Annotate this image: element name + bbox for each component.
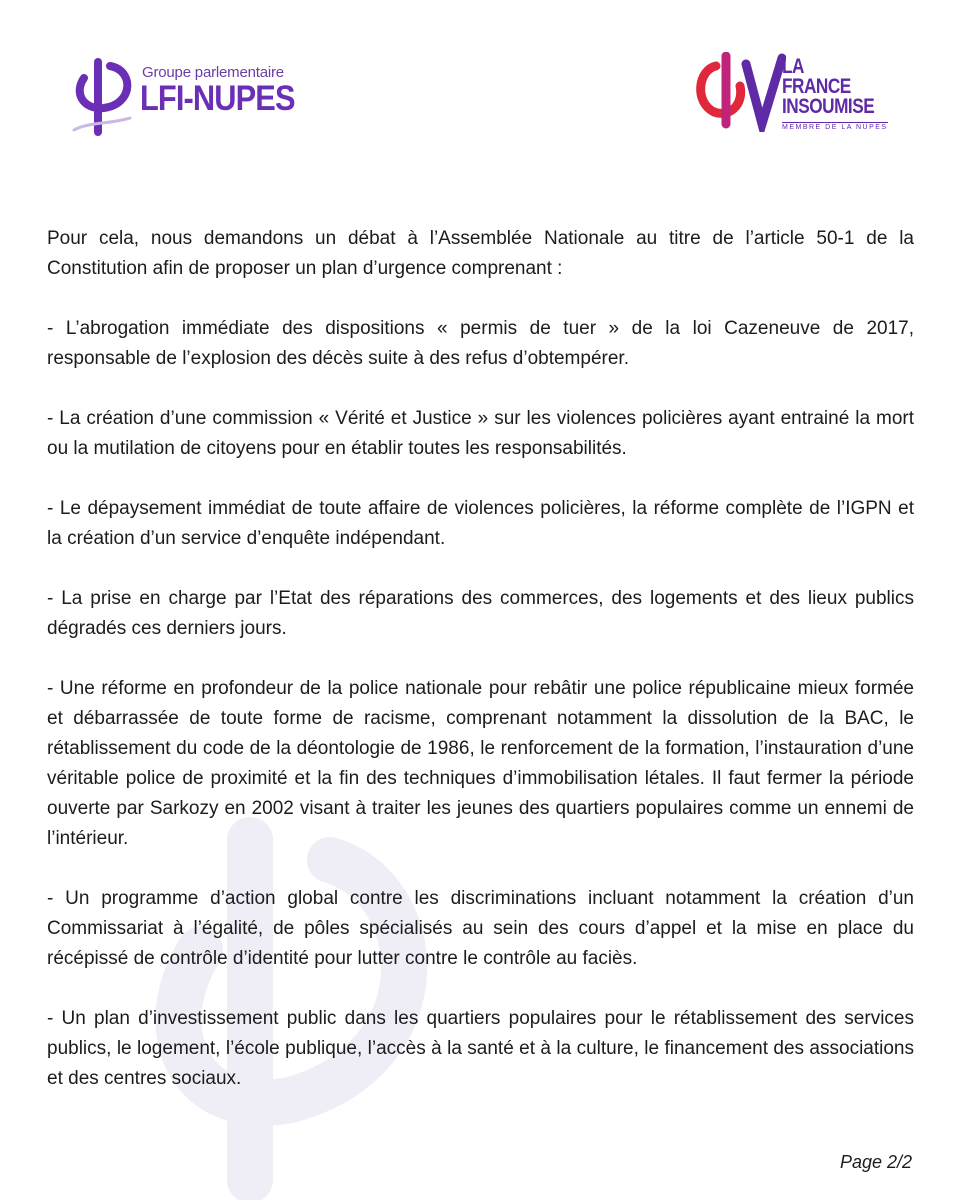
- demand-paragraph: - Le dépaysement immédiat de toute affaire de violences policières, la réforme complète de l’IGPN et la création d’un service d’enquête indépendant.: [47, 498, 914, 549]
- intro-paragraph: Pour cela, nous demandons un débat à l’Assemblée Nationale au titre de l’article 50-1 de la Constitution afin de proposer un plan d’urgence comprenant :: [47, 228, 914, 279]
- wordmark-line-2: FRANCE: [782, 75, 851, 98]
- lfi-nupes-logo: [68, 52, 298, 142]
- demand-paragraph: - La création d’une commission « Vérité et Justice » sur les violences policières ayant entrainé la mort ou la mutilation de citoyens pour en établir toutes les responsabilités.: [47, 408, 914, 459]
- demand-paragraph: - Un programme d’action global contre les discriminations incluant notamment la création d’un Commissariat à l’égalité, de pôles spécialisés au sein des cours d’appel et la mise en place du récépissé de contrôle d’identité pour lutter contre le contrôle au faciès.: [47, 888, 914, 969]
- logo-subtitle: Groupe parlementaire: [142, 64, 284, 81]
- lfi-wordmark: [782, 57, 874, 117]
- la-france-insoumise-logo: [690, 52, 900, 142]
- wordmark-line-1: LA: [782, 55, 804, 78]
- phi-logo-icon: [68, 52, 138, 140]
- wordmark-line-3: INSOUMISE: [782, 95, 875, 118]
- nupes-tagline: MEMBRE DE LA NUPES: [782, 124, 888, 131]
- demand-paragraph: - La prise en charge par l’Etat des réparations des commerces, des logements et des lieux publics dégradés ces derniers jours.: [47, 588, 914, 639]
- demand-paragraph: - Une réforme en profondeur de la police nationale pour rebâtir une police républicaine mieux formée et débarrassée de toute forme de racisme, comprenant notamment la dissolution de la BAC, le rétablissement du code de la déontologie de 1986, le renforcement de la formation, l’instauration d’une véritable police de proximité et la fin des techniques d’immobilisation létales. Il faut fermer la période ouverte par Sarkozy en 2002 visant à traiter les jeunes des quartiers populaires comme un ennemi de l’intérieur.: [47, 678, 914, 849]
- page-number: Page 2/2: [839, 1152, 912, 1172]
- demand-paragraph: - Un plan d’investissement public dans les quartiers populaires pour le rétablissement des services publics, le logement, l’école publique, l’accès à la santé et à la culture, le financement des associations et des centres sociaux.: [47, 1008, 914, 1089]
- demand-paragraph: - L’abrogation immédiate des dispositions « permis de tuer » de la loi Cazeneuve de 2017, responsable de l’explosion des décès suite à des refus d’obtempérer.: [47, 318, 914, 369]
- logo-title: LFI-NUPES: [140, 79, 295, 118]
- phi-logo-icon: [690, 52, 786, 132]
- document-body: [47, 224, 914, 1124]
